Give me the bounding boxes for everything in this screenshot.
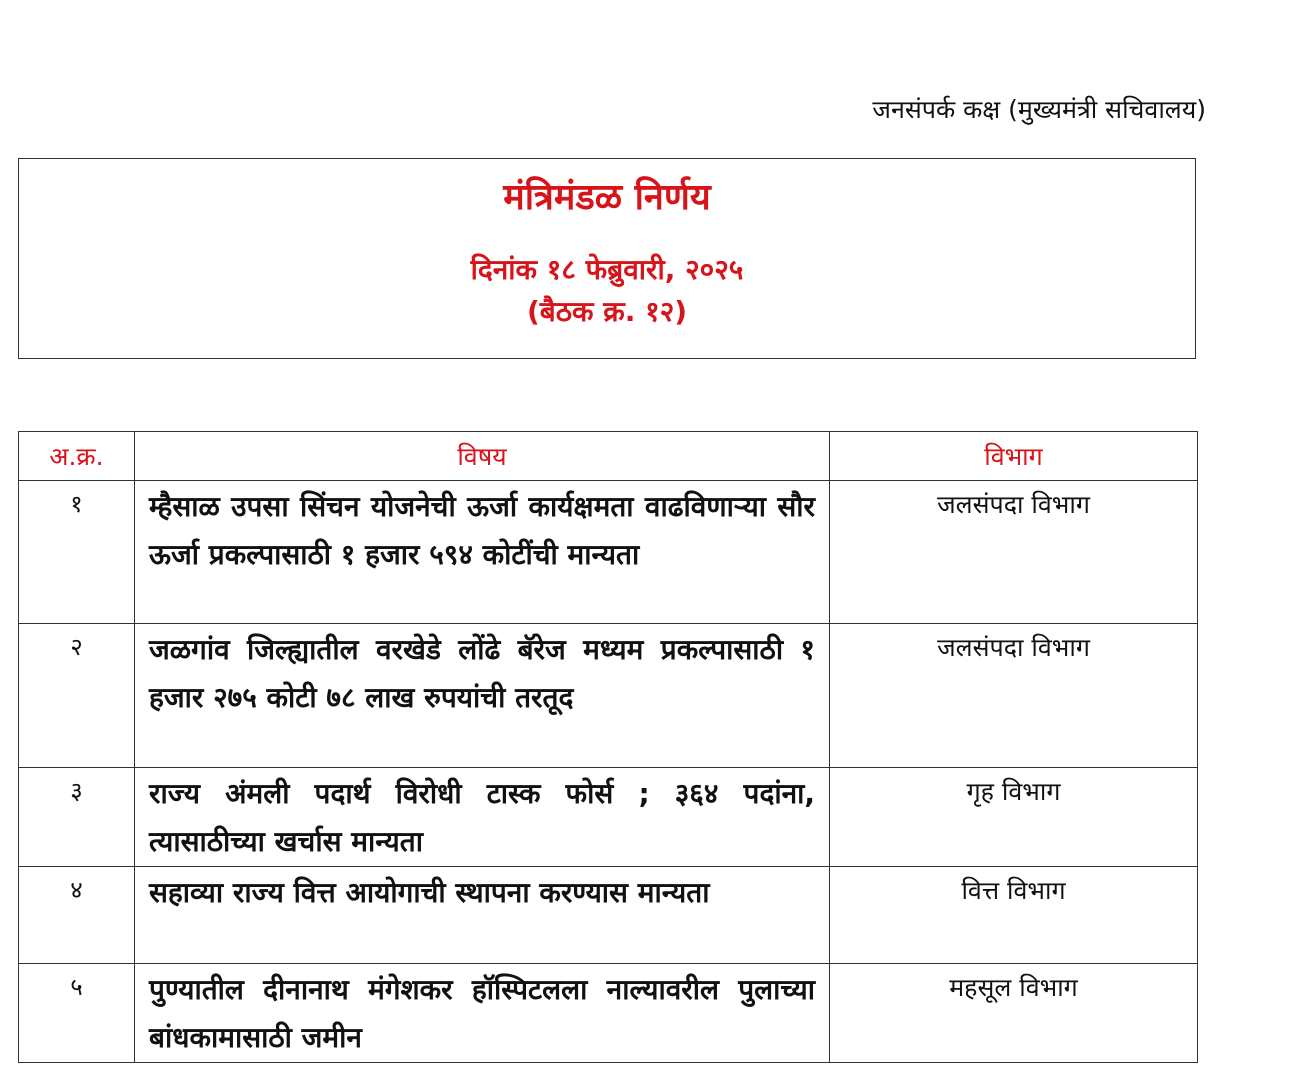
column-header-department: विभाग: [830, 432, 1198, 481]
meeting-number: (बैठक क्र. १२): [526, 295, 688, 328]
table-row: [19, 624, 1198, 768]
meeting-date: दिनांक १८ फेब्रुवारी, २०२५: [470, 253, 744, 286]
row-department: गृह विभाग: [830, 768, 1198, 867]
decisions-table: [18, 431, 1198, 1063]
header-box: [18, 158, 1196, 359]
row-sr: ४: [19, 867, 135, 964]
table-row: [19, 964, 1198, 1063]
row-subject: सहाव्या राज्य वित्त आयोगाची स्थापना करण्यास मान्यता: [135, 867, 830, 964]
row-sr: १: [19, 481, 135, 624]
table-header-row: [19, 432, 1198, 481]
row-subject: पुण्यातील दीनानाथ मंगेशकर हॉस्पिटलला नाल्यावरील पुलाच्या बांधकामासाठी जमीन: [135, 964, 830, 1063]
row-sr: २: [19, 624, 135, 768]
row-department: वित्त विभाग: [830, 867, 1198, 964]
row-department: जलसंपदा विभाग: [830, 481, 1198, 624]
office-name: जनसंपर्क कक्ष (मुख्यमंत्री सचिवालय): [872, 95, 1206, 124]
row-subject: राज्य अंमली पदार्थ विरोधी टास्क फोर्स ; ३६४ पदांना, त्यासाठीच्या खर्चास मान्यता: [135, 768, 830, 867]
page-title: मंत्रिमंडळ निर्णय: [503, 177, 711, 218]
table-row: [19, 768, 1198, 867]
column-header-sr: अ.क्र.: [19, 432, 135, 481]
table-row: [19, 867, 1198, 964]
row-department: महसूल विभाग: [830, 964, 1198, 1063]
row-subject: जळगांव जिल्ह्यातील वरखेडे लोंढे बॅरेज मध्यम प्रकल्पासाठी १ हजार २७५ कोटी ७८ लाख रुपयांची तरतूद: [135, 624, 830, 768]
row-department: जलसंपदा विभाग: [830, 624, 1198, 768]
row-subject: म्हैसाळ उपसा सिंचन योजनेची ऊर्जा कार्यक्षमता वाढविणाऱ्या सौर ऊर्जा प्रकल्पासाठी १ हजार ५९४ कोटींची मान्यता: [135, 481, 830, 624]
table-row: [19, 481, 1198, 624]
row-sr: ५: [19, 964, 135, 1063]
row-sr: ३: [19, 768, 135, 867]
column-header-subject: विषय: [135, 432, 830, 481]
